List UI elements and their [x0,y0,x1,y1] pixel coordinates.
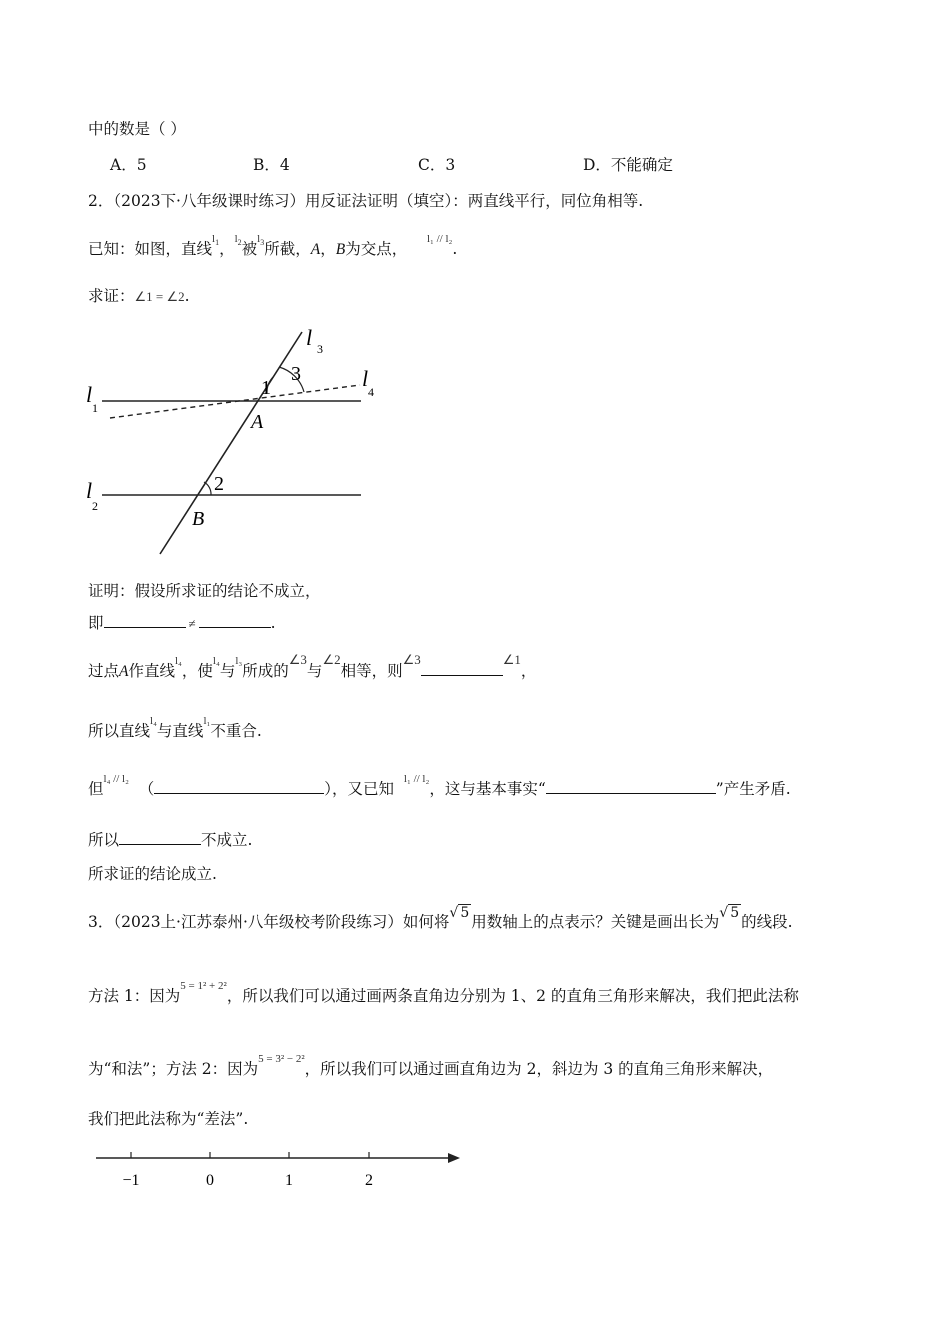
q3-stem: 3．（2023上·江苏泰州·八年级校考阶段练习）如何将√ 5 用数轴上的点表示？关键是画出长为√ 5 的线段. [88,911,793,934]
q1-option-c: C．3 [418,156,456,174]
line-l3 [160,332,302,554]
q2-prove: 求证：∠1 = ∠2. [88,287,190,305]
number-line [90,1145,470,1195]
proof-line-6: 所以 不成立. [88,831,253,849]
q2-stem: 2．（2023下·八年级课时练习）用反证法证明（填空）：两直线平行，同位角相等. [88,192,644,210]
blank-4[interactable] [154,779,324,794]
sqrt5-2: √ 5 [719,905,740,921]
label-l2-sub: 2 [92,499,98,513]
label-point-b: B [192,508,205,530]
given-bei: 被 [241,240,258,258]
given-parallel: l₁ // l₂ [426,233,453,245]
blank-1[interactable] [104,613,186,628]
label-l2: l [86,478,93,503]
q3-method3: 我们把此法称为“差法”. [88,1110,249,1128]
q2-given: 已知：如图，直线$^{l_1}$，$^{l_2}$被$^{l_3}$所截，A，B为交点， $^{l_1 // l_2}$. [88,233,458,258]
prove-label: 求证： [88,287,135,305]
label-angle3: 3 [291,363,301,385]
tick-label-1: 1 [285,1172,293,1189]
given-point-b: B [335,241,346,258]
given-l1: l1 [212,233,220,248]
label-l1: l [86,382,93,407]
proof-line-3: 过点A作直线$^{l_4}$，使$^{l_4}$与$^{l_3}$所成的$^{\angle 3}$与$^{\angle 2}$相等，则$^{\angle 3}$ $^{\angle 1}$， [88,652,537,680]
label-l4: l [362,366,369,391]
tick-label-neg1: −1 [122,1172,140,1189]
label-l3-sub: 3 [317,342,323,356]
label-point-a: A [251,411,264,433]
axis-arrow [448,1153,460,1163]
q1-option-d: D．不能确定 [583,156,673,174]
label-l4-sub: 4 [368,385,374,399]
given-mid: 所截， [264,240,311,258]
q3-method1: 方法 1：因为$^{5 = 1^2 + 2^2}$，所以我们可以通过画两条直角边分别为 1、2 的直角三角形来解决，我们把此法称 [88,980,799,1005]
q3-method2: 为“和法”；方法 2：因为$^{5 = 3^2 - 2^2}$，所以我们可以通过画直角边为 2，斜边为 3 的直角三角形来解决， [88,1053,774,1078]
q1-option-b: B．4 [253,156,290,174]
given-prefix: 已知：如图，直线 [88,240,213,258]
proof-line-1: 证明：假设所求证的结论不成立， [88,582,321,600]
proof-line-4: 所以直线$^{l_4}$与直线$^{l_1}$不重合. [88,715,262,740]
blank-6[interactable] [119,830,201,845]
q1-stem-tail: 中的数是（ ） [88,120,186,138]
eq-method2: 5 = 3² − 2² [258,1053,305,1065]
label-l3: l [306,325,313,350]
tick-label-2: 2 [365,1172,373,1189]
proof-line-5: 但$^{l_4 // l_2}$ （ ），又已知 $^{l_1 // l_2}$，这与基本事实“ ”产生矛盾. [88,773,791,798]
given-l2: l2 [234,233,242,248]
given-jiaodian: 为交点， [345,240,408,258]
geometry-figure [80,322,400,562]
q1-option-a: A．5 [110,156,147,174]
proof-line-7: 所求证的结论成立. [88,865,217,883]
tick-label-0: 0 [206,1172,214,1189]
prove-expr: ∠1 = ∠2 [134,289,185,304]
eq-method1: 5 = 1² + 2² [180,980,227,992]
proof-line-2: 即 ≠ . [88,614,276,632]
blank-3[interactable] [421,661,503,676]
sqrt5-1: √ 5 [449,905,470,921]
blank-2[interactable] [199,613,271,628]
given-l3: l3 [257,233,265,248]
label-angle1: 1 [261,377,271,399]
blank-5[interactable] [546,779,716,794]
label-angle2: 2 [214,473,224,495]
label-l1-sub: 1 [92,401,98,415]
given-point-a: A [310,241,321,258]
